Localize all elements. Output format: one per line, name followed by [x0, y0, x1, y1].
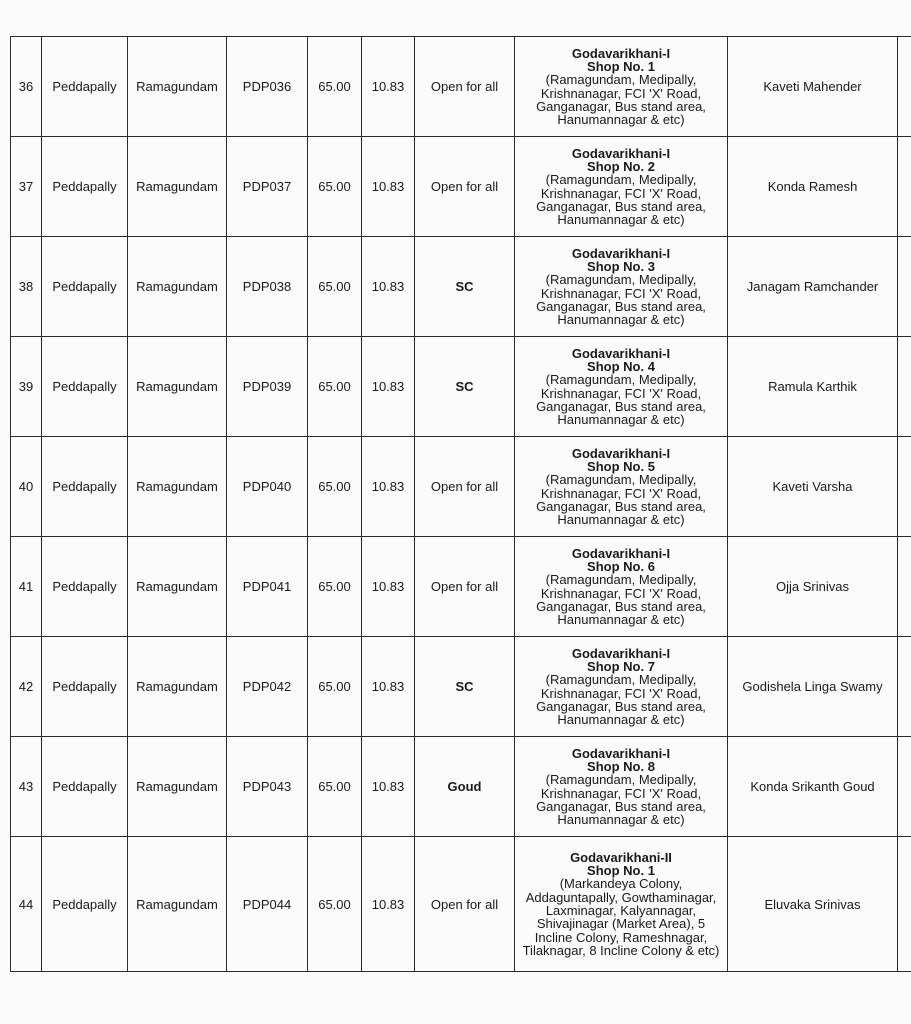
shop-code-cell: PDP036: [227, 37, 308, 137]
location-name: Godavarikhani-I: [571, 245, 671, 261]
excise-station-cell: Ramagundam: [128, 437, 227, 537]
licensee-name-cell: Kaveti Mahender: [728, 37, 898, 137]
license-fee-cell: 65.00: [308, 537, 362, 637]
shop-location-cell: [515, 737, 728, 837]
license-fee-cell: 65.00: [308, 137, 362, 237]
shop-number: Shop No. 4: [587, 358, 655, 374]
table-row: [11, 337, 911, 437]
shop-code-cell: PDP041: [227, 537, 308, 637]
area-description: (Ramagundam, Medipally, Krishnanagar, FCI 'X' Road, Ganganagar, Bus stand area, Hanumannagar & etc): [536, 472, 706, 528]
category-cell: Open for all: [415, 537, 515, 637]
truncated-column-cell: [898, 837, 911, 972]
installment-cell: 10.83: [362, 537, 415, 637]
area-description: (Ramagundam, Medipally, Krishnanagar, FCI 'X' Road, Ganganagar, Bus stand area, Hanumannagar & etc): [536, 772, 706, 828]
district-cell: Peddapally: [42, 637, 128, 737]
license-fee-cell: 65.00: [308, 637, 362, 737]
licensee-name-cell: Janagam Ramchander: [728, 237, 898, 337]
truncated-column-cell: [898, 137, 911, 237]
truncated-column-cell: [898, 337, 911, 437]
liquor-shop-table: [10, 36, 911, 972]
license-fee-cell: 65.00: [308, 837, 362, 972]
shop-code-cell: PDP040: [227, 437, 308, 537]
shop-location-cell: [515, 437, 728, 537]
shop-code-cell: PDP043: [227, 737, 308, 837]
shop-code-cell: PDP042: [227, 637, 308, 737]
installment-cell: 10.83: [362, 337, 415, 437]
table-row: [11, 837, 911, 972]
category-cell: SC: [415, 337, 515, 437]
installment-cell: 10.83: [362, 837, 415, 972]
serial-number-cell: 39: [11, 337, 42, 437]
shop-location-cell: [515, 637, 728, 737]
location-name: Godavarikhani-I: [571, 745, 671, 761]
table-row: [11, 737, 911, 837]
excise-station-cell: Ramagundam: [128, 637, 227, 737]
table-row: [11, 237, 911, 337]
licensee-name-cell: Konda Srikanth Goud: [728, 737, 898, 837]
license-fee-cell: 65.00: [308, 237, 362, 337]
shop-location-cell: [515, 837, 728, 972]
area-description: (Ramagundam, Medipally, Krishnanagar, FCI 'X' Road, Ganganagar, Bus stand area, Hanumannagar & etc): [536, 372, 706, 428]
area-description: (Markandeya Colony, Addaguntapally, Gowthaminagar, Laxminagar, Kalyannagar, Shivajinagar (Market Area), 5 Incline Colony, Rameshnagar, Tilaknagar, 8 Incline Colony & etc): [522, 876, 720, 958]
shop-code-cell: PDP038: [227, 237, 308, 337]
shop-number: Shop No. 2: [587, 158, 655, 174]
table-row: [11, 37, 911, 137]
shop-location-cell: [515, 337, 728, 437]
category-cell: SC: [415, 237, 515, 337]
table-row: [11, 637, 911, 737]
serial-number-cell: 36: [11, 37, 42, 137]
table-row: [11, 437, 911, 537]
location-name: Godavarikhani-I: [571, 645, 671, 661]
truncated-column-cell: [898, 37, 911, 137]
licensee-name-cell: Ojja Srinivas: [728, 537, 898, 637]
shop-number: Shop No. 7: [587, 658, 655, 674]
shop-number: Shop No. 8: [587, 758, 655, 774]
excise-station-cell: Ramagundam: [128, 37, 227, 137]
serial-number-cell: 42: [11, 637, 42, 737]
shop-number: Shop No. 1: [587, 863, 655, 879]
area-description: (Ramagundam, Medipally, Krishnanagar, FCI 'X' Road, Ganganagar, Bus stand area, Hanumannagar & etc): [536, 672, 706, 728]
installment-cell: 10.83: [362, 637, 415, 737]
truncated-column-cell: [898, 737, 911, 837]
location-name: Godavarikhani-II: [570, 849, 672, 865]
category-cell: Open for all: [415, 37, 515, 137]
district-cell: Peddapally: [42, 237, 128, 337]
shop-number: Shop No. 1: [587, 58, 655, 74]
excise-station-cell: Ramagundam: [128, 137, 227, 237]
licensee-name-cell: Konda Ramesh: [728, 137, 898, 237]
shop-code-cell: PDP039: [227, 337, 308, 437]
licensee-name-cell: Kaveti Varsha: [728, 437, 898, 537]
installment-cell: 10.83: [362, 737, 415, 837]
area-description: (Ramagundam, Medipally, Krishnanagar, FCI 'X' Road, Ganganagar, Bus stand area, Hanumannagar & etc): [536, 272, 706, 328]
area-description: (Ramagundam, Medipally, Krishnanagar, FCI 'X' Road, Ganganagar, Bus stand area, Hanumannagar & etc): [536, 172, 706, 228]
district-cell: Peddapally: [42, 37, 128, 137]
district-cell: Peddapally: [42, 537, 128, 637]
installment-cell: 10.83: [362, 237, 415, 337]
category-cell: Open for all: [415, 837, 515, 972]
installment-cell: 10.83: [362, 437, 415, 537]
location-name: Godavarikhani-I: [571, 45, 671, 61]
shop-code-cell: PDP044: [227, 837, 308, 972]
shop-number: Shop No. 5: [587, 458, 655, 474]
truncated-column-cell: [898, 237, 911, 337]
location-name: Godavarikhani-I: [571, 345, 671, 361]
shop-number: Shop No. 3: [587, 258, 655, 274]
excise-station-cell: Ramagundam: [128, 537, 227, 637]
license-fee-cell: 65.00: [308, 337, 362, 437]
table-row: [11, 137, 911, 237]
licensee-name-cell: Eluvaka Srinivas: [728, 837, 898, 972]
shop-code-cell: PDP037: [227, 137, 308, 237]
category-cell: SC: [415, 637, 515, 737]
licensee-name-cell: Ramula Karthik: [728, 337, 898, 437]
truncated-column-cell: [898, 637, 911, 737]
district-cell: Peddapally: [42, 337, 128, 437]
excise-station-cell: Ramagundam: [128, 737, 227, 837]
truncated-column-cell: [898, 437, 911, 537]
location-name: Godavarikhani-I: [571, 145, 671, 161]
installment-cell: 10.83: [362, 37, 415, 137]
district-cell: Peddapally: [42, 737, 128, 837]
excise-station-cell: Ramagundam: [128, 237, 227, 337]
district-cell: Peddapally: [42, 137, 128, 237]
district-cell: Peddapally: [42, 437, 128, 537]
table-row: [11, 537, 911, 637]
shop-location-cell: [515, 137, 728, 237]
shop-location-cell: [515, 537, 728, 637]
excise-station-cell: Ramagundam: [128, 837, 227, 972]
excise-station-cell: Ramagundam: [128, 337, 227, 437]
serial-number-cell: 41: [11, 537, 42, 637]
license-fee-cell: 65.00: [308, 737, 362, 837]
shop-location-cell: [515, 37, 728, 137]
district-cell: Peddapally: [42, 837, 128, 972]
location-name: Godavarikhani-I: [571, 445, 671, 461]
serial-number-cell: 44: [11, 837, 42, 972]
category-cell: Goud: [415, 737, 515, 837]
location-name: Godavarikhani-I: [571, 545, 671, 561]
license-fee-cell: 65.00: [308, 437, 362, 537]
category-cell: Open for all: [415, 437, 515, 537]
serial-number-cell: 37: [11, 137, 42, 237]
shop-location-cell: [515, 237, 728, 337]
licensee-name-cell: Godishela Linga Swamy: [728, 637, 898, 737]
table-body: [11, 37, 911, 972]
area-description: (Ramagundam, Medipally, Krishnanagar, FCI 'X' Road, Ganganagar, Bus stand area, Hanumannagar & etc): [536, 572, 706, 628]
serial-number-cell: 43: [11, 737, 42, 837]
truncated-column-cell: [898, 537, 911, 637]
category-cell: Open for all: [415, 137, 515, 237]
serial-number-cell: 38: [11, 237, 42, 337]
license-fee-cell: 65.00: [308, 37, 362, 137]
installment-cell: 10.83: [362, 137, 415, 237]
shop-number: Shop No. 6: [587, 558, 655, 574]
serial-number-cell: 40: [11, 437, 42, 537]
area-description: (Ramagundam, Medipally, Krishnanagar, FCI 'X' Road, Ganganagar, Bus stand area, Hanumannagar & etc): [536, 72, 706, 128]
